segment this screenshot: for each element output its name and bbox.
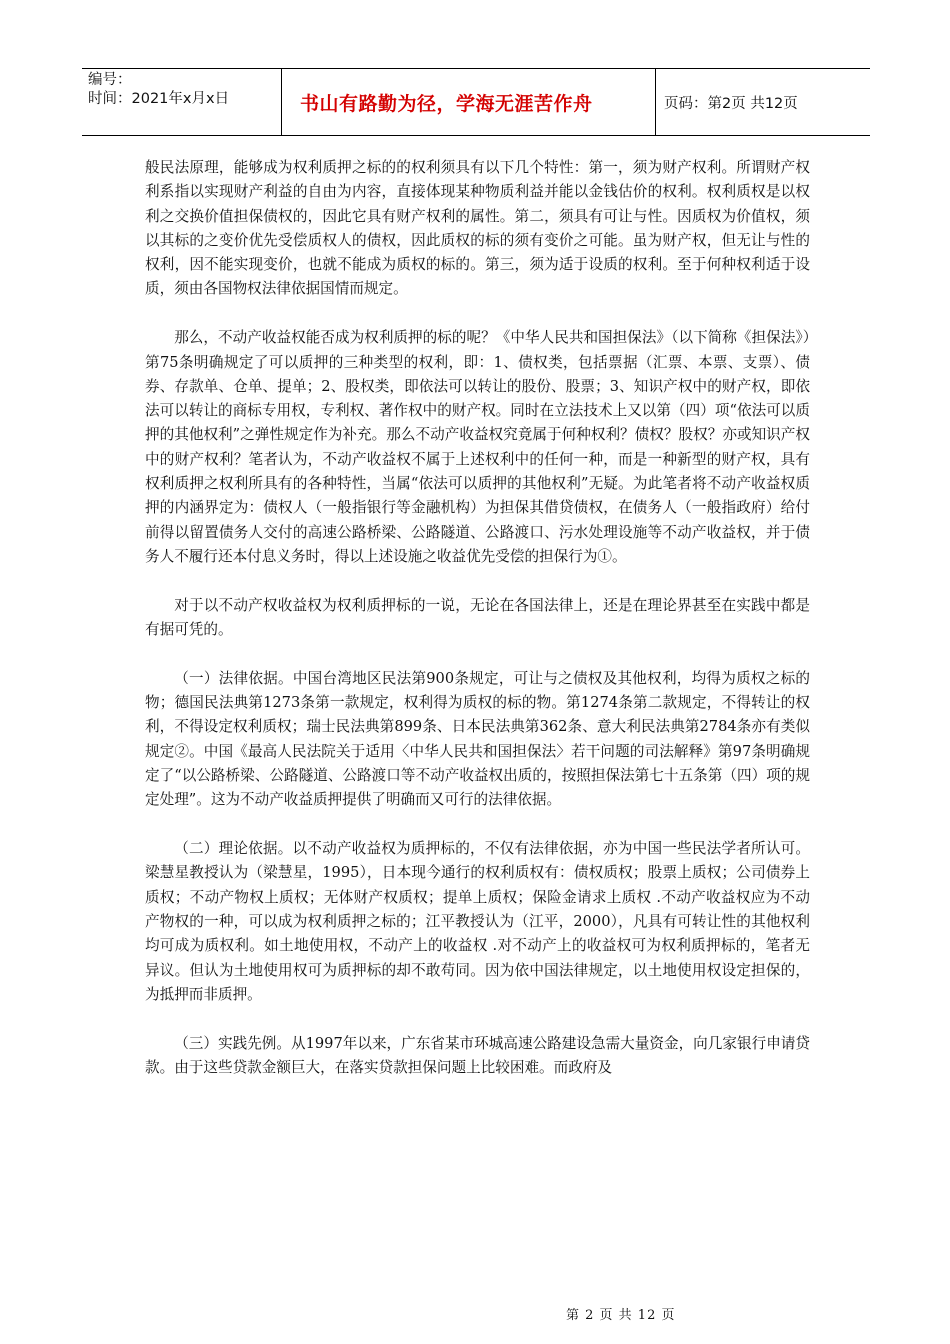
paragraph-3: 对于以不动产权收益权为权利质押标的一说，无论在各国法律上，还是在理论界甚至在实践中都是有据可凭的。 [145,596,810,639]
header-meta [82,69,282,135]
page-header [82,68,870,136]
paragraph-practice-precedent: （三）实践先例。从1997年以来，广东省某市环城高速公路建设急需大量资金，向几家银行申请贷款。由于这些贷款金额巨大，在落实贷款担保问题上比较困难。而政府及 [145,1034,810,1076]
document-body [145,156,810,1105]
paragraph-2: 那么，不动产收益权能否成为权利质押的标的呢？《中华人民共和国担保法》（以下简称《担保法》）第75条明确规定了可以质押的三种类型的权利，即：1、债权类，包括票据（汇票、本票、支票）、债券、存款单、仓单、提单；2、股权类，即依法可以转让的股份、股票；3、知识产权中的财产权，即依法可以转让的商标专用权，专利权、著作权中的财产权。同时在立法技术上又以第（四）项“依法可以质押的其他权利”之弹性规定作为补充。那么不动产收益权究竟属于何种权利？债权？股权？亦或知识产权中的财产权利？笔者认为，不动产收益权不属于上述权利中的任何一种，而是一种新型的财产权，具有权利质押之权利所具有的各种特性，当属“依法可以质押的其他权利”无疑。为此笔者将不动产收益权质押的内涵界定为：债权人（一般指银行等金融机构）为担保其借贷债权，在债务人（一般指政府）给付前得以留置债务人交付的高速公路桥梁、公路隧道、公路渡口、污水处理设施等不动产收益权，并于债务人不履行还本付息义务时，得以上述设施之收益优先受偿的担保行为①。 [145,329,810,565]
paragraph-1: 般民法原理，能够成为权利质押之标的的权利须具有以下几个特性：第一，须为财产权利。所谓财产权利系指以实现财产利益的自由为内容，直接体现某种物质利益并能以金钱估价的权利。权利质权是以权利之交换价值担保债权的，因此它具有财产权利的属性。第二，须具有可让与性。因质权为价值权，须以其标的之变价优先受偿质权人的债权，因此质权的标的须有变价之可能。虽为财产权，但无让与性的权利，因不能实现变价，也就不能成为质权的标的。第三，须为适于设质的权利。至于何种权利适于设质，须由各国物权法律依据国情而规定。 [145,159,810,298]
page-footer: 第 2 页 共 12 页 [566,1308,676,1323]
document-number-label: 编号： [88,72,132,88]
document-date: 时间：2021年x月x日 [88,91,230,107]
paragraph-legal-basis: （一）法律依据。中国台湾地区民法第900条规定，可让与之债权及其他权利，均得为质权之标的物；德国民法典第1273条第一款规定，权利得为质权的标的物。第1274条第二款规定，不得转让的权利，不得设定权利质权；瑞士民法典第899条、日本民法典第362条、意大利民法典第2784条亦有类似规定②。中国《最高人民法院关于适用〈中华人民共和国担保法〉若干问题的司法解释》第97条明确规定了“以公路桥梁、公路隧道、公路渡口等不动产收益权出质的，按照担保法第七十五条第（四）项的规定处理”。这为不动产收益质押提供了明确而又可行的法律依据。 [145,669,810,809]
header-page-info: 页码：第2页 共12页 [664,95,798,112]
header-motto: 书山有路勤为径，学海无涯苦作舟 [282,69,656,135]
paragraph-theory-basis: （二）理论依据。以不动产收益权为质押标的，不仅有法律依据，亦为中国一些民法学者所认可。梁慧星教授认为（梁慧星，1995），日本现今通行的权利质权有：债权质权；股票上质权；公司债券上质权；不动产物权上质权；无体财产权质权；提单上质权；保险金请求上质权 .不动产收益权应为不动产物权的一种，可以成为权利质押之标的；江平教授认为（江平，2000），凡具有可转让性的其他权利均可成为质权利。如土地使用权，不动产上的收益权 .对不动产上的收益权可为权利质押标的，笔者无异议。但认为土地使用权可为质押标的却不敢苟同。因为依中国法律规定，以土地使用权设定担保的，为抵押而非质押。 [145,840,810,1003]
